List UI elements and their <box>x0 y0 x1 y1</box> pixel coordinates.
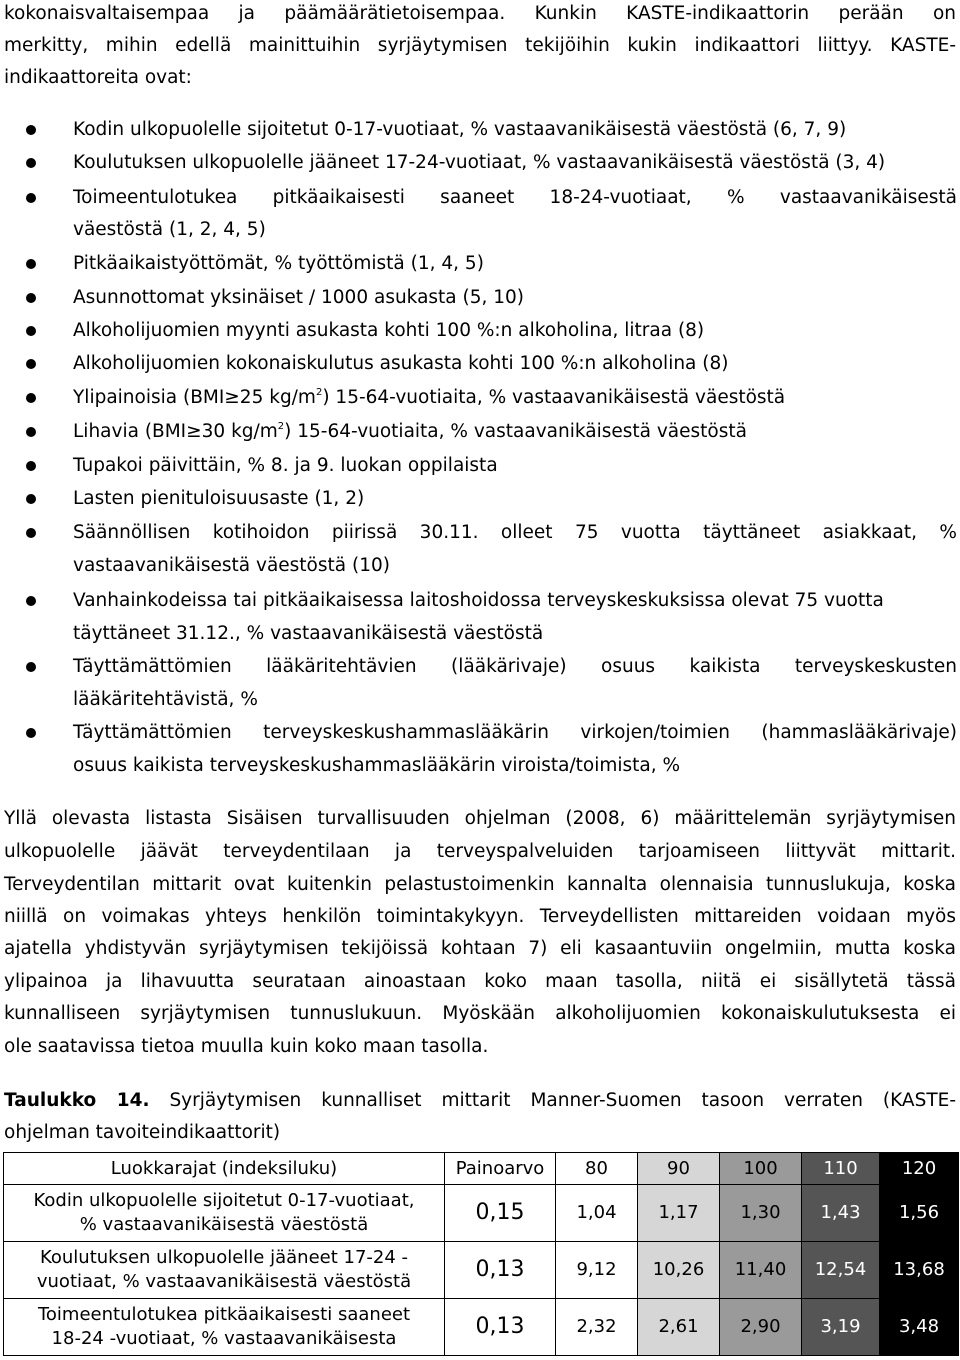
bullet-icon <box>26 528 36 538</box>
list-item-text: Asunnottomat yksinäiset / 1000 asukasta (5, 10) <box>73 287 525 308</box>
list-item-text: Täyttämättömien terveyskeskushammaslääkärin virkojen/toimien (hammaslääkärivaje) <box>73 722 957 743</box>
table-row-label: Koulutuksen ulkopuolelle jääneet 17-24 - vuotiaat, % vastaavanikäisestä väestöstä <box>4 1242 445 1299</box>
list-item-text: Täyttämättömien lääkäritehtävien (lääkärivaje) osuus kaikista terveyskeskusten <box>73 656 957 677</box>
list-item-text: Alkoholijuomien kokonaiskulutus asukasta kohti 100 %:n alkoholina (8) <box>73 353 729 374</box>
indicator-table <box>3 1152 959 1356</box>
table-row <box>4 1242 959 1299</box>
bullet-icon <box>26 728 36 738</box>
paragraph-line: Yllä olevasta listasta Sisäisen turvallisuuden ohjelman (2008, 6) määrittelemän syrjäytymisen <box>4 808 956 829</box>
paragraph-line: ylipainoa ja lihavuutta seurataan ainoastaan koko maan tasolla, niitä ei sisällytetä tässä <box>4 971 956 992</box>
bullet-icon <box>26 662 36 672</box>
list-item-text: Tupakoi päivittäin, % 8. ja 9. luokan oppilaista <box>73 455 498 476</box>
list-item-text: Koulutuksen ulkopuolelle jääneet 17-24-vuotiaat, % vastaavanikäisestä väestöstä (3, 4) <box>73 152 886 173</box>
table-header-cell: 90 <box>638 1153 720 1185</box>
table-caption <box>4 1089 956 1113</box>
table-row-label: Kodin ulkopuolelle sijoitetut 0-17-vuotiaat, % vastaavanikäisestä väestöstä <box>4 1185 445 1242</box>
table-header-row <box>4 1153 959 1185</box>
table-cell: 3,19 <box>802 1299 880 1356</box>
bullet-icon <box>26 193 36 203</box>
paragraph-line: niillä on voimakas yhteys henkilön toimintakykyyn. Terveydellisten mittareiden voidaan myös <box>4 906 956 927</box>
list-item-text: vastaavanikäisestä väestöstä (10) <box>73 555 390 576</box>
table-cell: 1,30 <box>720 1185 802 1242</box>
table-caption-line2: ohjelman tavoiteindikaattorit) <box>4 1122 281 1143</box>
bullet-icon <box>26 125 36 135</box>
table-cell: 2,32 <box>556 1299 638 1356</box>
table-cell: 1,17 <box>638 1185 720 1242</box>
table-cell: 1,04 <box>556 1185 638 1242</box>
list-item-text: lääkäritehtävistä, % <box>73 689 258 710</box>
bullet-icon <box>26 259 36 269</box>
bullet-icon <box>26 326 36 336</box>
bullet-icon <box>26 596 36 606</box>
intro-line: merkitty, mihin edellä mainittuihin syrjäytymisen tekijöihin kukin indikaattori liittyy. KASTE- <box>4 35 956 56</box>
table-header-cell: 100 <box>720 1153 802 1185</box>
table-header-cell: Luokkarajat (indeksiluku) <box>4 1153 445 1185</box>
table-cell: 13,68 <box>880 1242 959 1299</box>
list-item-text: väestöstä (1, 2, 4, 5) <box>73 219 266 240</box>
paragraph-line: Terveydentilan mittarit ovat kuitenkin pelastustoimenkin kannalta olennaisia tunnuslukuja, koska <box>4 874 956 895</box>
bullet-icon <box>26 461 36 471</box>
list-item-text: Säännöllisen kotihoidon piirissä 30.11. olleet 75 vuotta täyttäneet asiakkaat, % <box>73 522 957 543</box>
table-header-cell: 80 <box>556 1153 638 1185</box>
list-item-text: Vanhainkodeissa tai pitkäaikaisessa laitoshoidossa terveyskeskuksissa olevat 75 vuotta <box>73 590 884 611</box>
table-cell: 9,12 <box>556 1242 638 1299</box>
list-item-text: Lasten pienituloisuusaste (1, 2) <box>73 488 365 509</box>
table-header-cell: 120 <box>880 1153 959 1185</box>
paragraph-line: ulkopuolelle jäävät terveydentilaan ja terveyspalveluiden tarjoamiseen liittyvät mittarit. <box>4 841 956 862</box>
table-caption-text: Syrjäytymisen kunnalliset mittarit Manner-Suomen tasoon verraten (KASTE- <box>149 1090 956 1111</box>
bullet-icon <box>26 427 36 437</box>
table-row-label: Toimeentulotukea pitkäaikaisesti saaneet 18-24 -vuotiaat, % vastaavanikäisesta <box>4 1299 445 1356</box>
list-item-text: Ylipainoisia (BMI≥25 $kg/m^2$) 15-64-vuotiaita, % vastaavanikäisestä väestöstä <box>73 387 786 408</box>
table-header-cell: 110 <box>802 1153 880 1185</box>
intro-line: indikaattoreita ovat: <box>4 67 192 88</box>
paragraph-line: kunnalliseen syrjäytymisen tunnuslukuun. Myöskään alkoholijuomien kokonaiskulutuksesta ei <box>4 1003 956 1024</box>
bullet-icon <box>26 158 36 168</box>
table-cell: 10,26 <box>638 1242 720 1299</box>
table-row <box>4 1299 959 1356</box>
list-item-text: Toimeentulotukea pitkäaikaisesti saaneet 18-24-vuotiaat, % vastaavanikäisestä <box>73 187 957 208</box>
paragraph-line: ole saatavissa tietoa muulla kuin koko maan tasolla. <box>4 1036 489 1057</box>
table-cell-weight: 0,13 <box>445 1242 556 1299</box>
list-item-text: Kodin ulkopuolelle sijoitetut 0-17-vuotiaat, % vastaavanikäisestä väestöstä (6, 7, 9) <box>73 119 847 140</box>
paragraph-line: ajatella yhdistyvän syrjäytymisen tekijöissä kohtaan 7) eli kasaantuviin ongelmiin, mutta koska <box>4 938 956 959</box>
table-cell-weight: 0,13 <box>445 1299 556 1356</box>
table-cell: 11,40 <box>720 1242 802 1299</box>
list-item-text: Lihavia (BMI≥30 $kg/m^2$) 15-64-vuotiaita, % vastaavanikäisestä väestöstä <box>73 421 747 442</box>
table-cell: 2,90 <box>720 1299 802 1356</box>
bullet-icon <box>26 359 36 369</box>
intro-line: kokonaisvaltaisempaa ja päämäärätietoisempaa. Kunkin KASTE-indikaattorin perään on <box>4 3 956 24</box>
list-item-text: täyttäneet 31.12., % vastaavanikäisestä väestöstä <box>73 623 544 644</box>
table-row <box>4 1185 959 1242</box>
bullet-icon <box>26 393 36 403</box>
table-cell: 1,43 <box>802 1185 880 1242</box>
bullet-icon <box>26 293 36 303</box>
table-cell-weight: 0,15 <box>445 1185 556 1242</box>
list-item-text: osuus kaikista terveyskeskushammaslääkärin viroista/toimista, % <box>73 755 681 776</box>
table-cell: 2,61 <box>638 1299 720 1356</box>
table-header-cell: Painoarvo <box>445 1153 556 1185</box>
table-cell: 1,56 <box>880 1185 959 1242</box>
bullet-icon <box>26 494 36 504</box>
table-cell: 3,48 <box>880 1299 959 1356</box>
table-cell: 12,54 <box>802 1242 880 1299</box>
list-item-text: Pitkäaikaistyöttömät, % työttömistä (1, 4, 5) <box>73 253 484 274</box>
table-caption-label: Taulukko 14. <box>4 1090 150 1111</box>
list-item-text: Alkoholijuomien myynti asukasta kohti 100 %:n alkoholina, litraa (8) <box>73 320 705 341</box>
